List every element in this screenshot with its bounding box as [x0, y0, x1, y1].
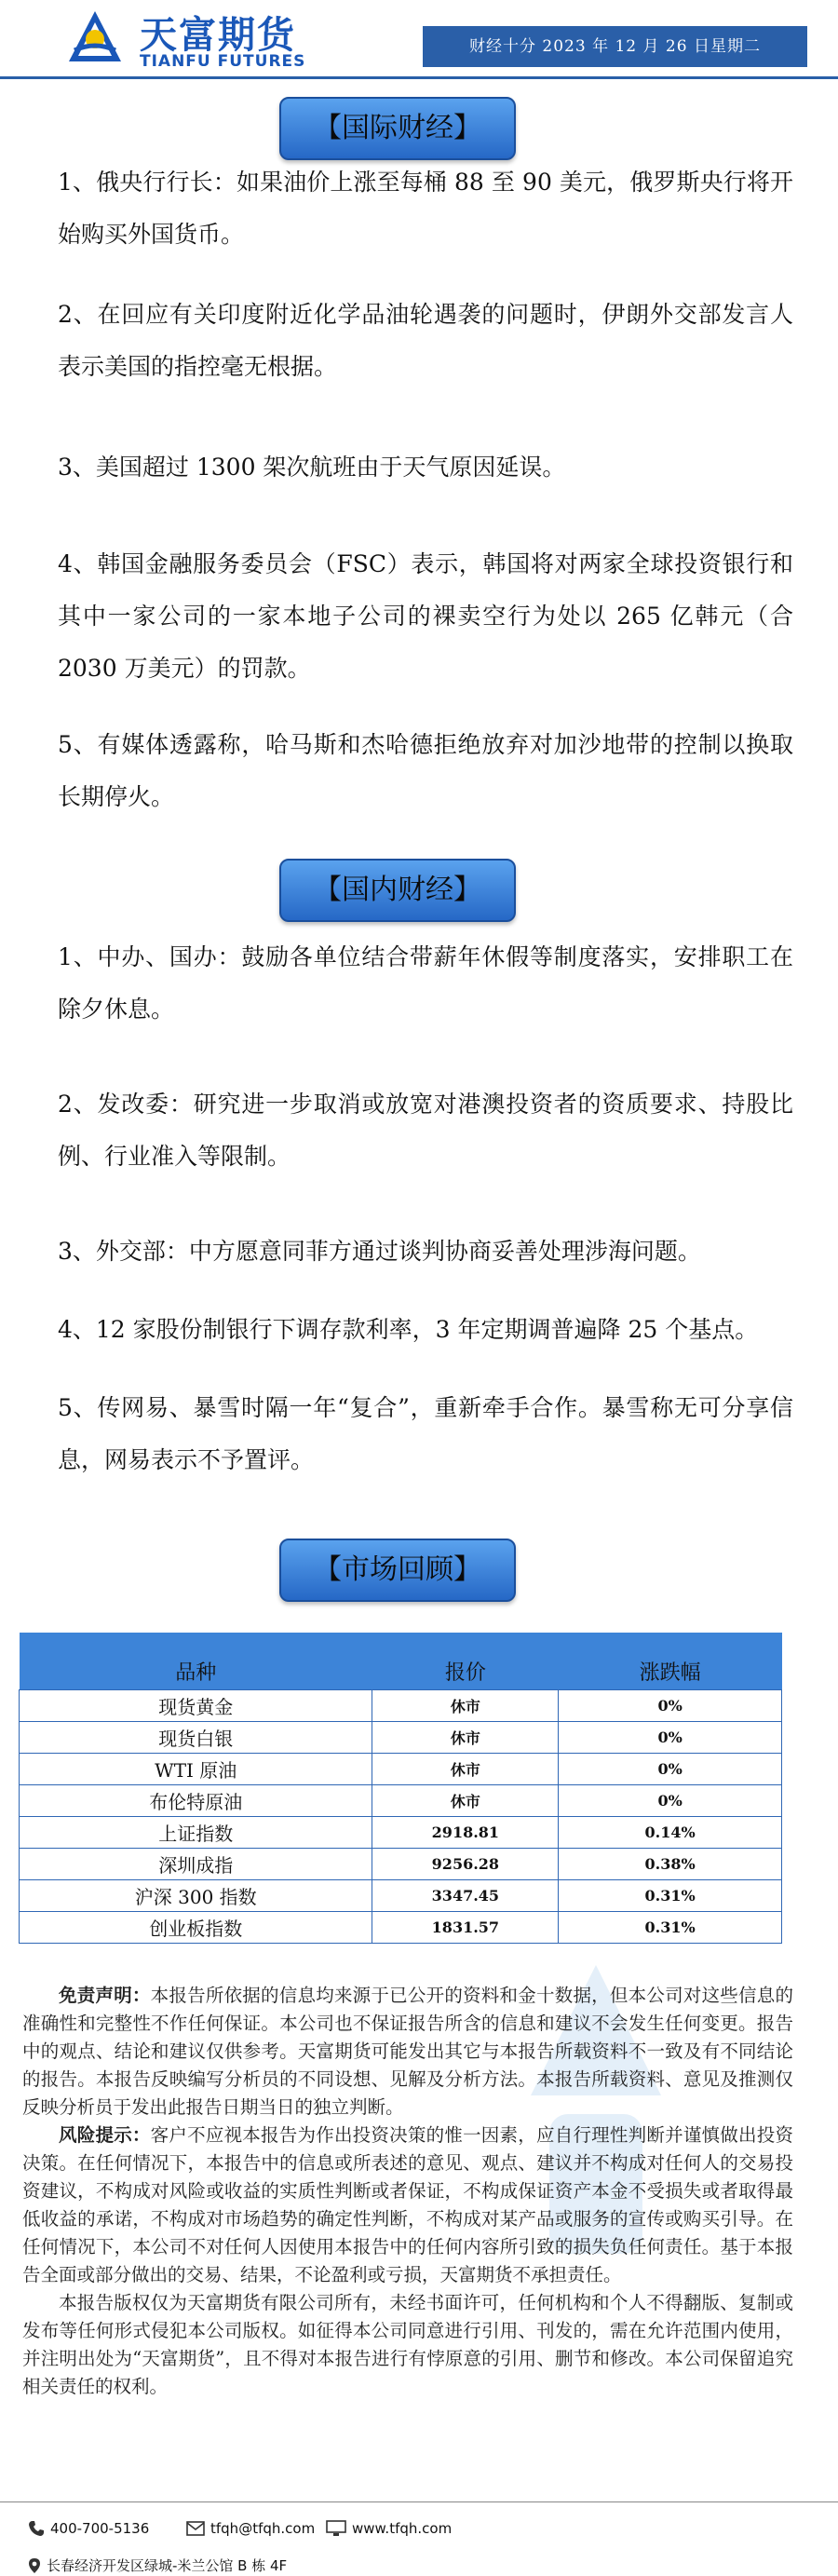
- price-cell: 9256.28: [372, 1849, 559, 1880]
- table-row: [20, 1880, 782, 1912]
- disclaimer-paragraph: [22, 1982, 793, 2122]
- change-cell: 0%: [559, 1754, 782, 1785]
- footer-email: [186, 2520, 315, 2537]
- domestic-news-item-1: 1、中办、国办：鼓励各单位结合带薪年休假等制度落实，安排职工在除夕休息。: [58, 943, 793, 1023]
- price-cell: 3347.45: [372, 1880, 559, 1912]
- instrument-cell: 现货白银: [20, 1722, 372, 1754]
- intl-news-item-1: 1、俄央行行长：如果油价上涨至每桶 88 至 90 美元，俄罗斯央行将开始购买外国货币。: [58, 169, 793, 248]
- copyright-paragraph: [22, 2289, 793, 2401]
- section-title-market: 【市场回顾】: [279, 1539, 516, 1602]
- table-row: [20, 1849, 782, 1880]
- risk-warning-label: 风险提示：: [59, 2124, 151, 2146]
- table-header-row: [20, 1633, 782, 1690]
- change-cell: 0%: [559, 1785, 782, 1817]
- change-cell: 0.14%: [559, 1817, 782, 1849]
- market-review-table-wrap: [19, 1633, 782, 1944]
- intl-news-item-3: 3、美国超过 1300 架次航班由于天气原因延误。: [58, 454, 566, 481]
- domestic-news-item-2: 2、发改委：研究进一步取消或放宽对港澳投资者的资质要求、持股比例、行业准入等限制。: [58, 1091, 793, 1170]
- section-title-international: 【国际财经】: [279, 97, 516, 160]
- table-row: [20, 1690, 782, 1722]
- brand-name-cn: 天富期货: [140, 14, 296, 57]
- page-header: [0, 0, 838, 82]
- instrument-cell: 深圳成指: [20, 1849, 372, 1880]
- risk-warning-text: 客户不应视本报告为作出投资决策的惟一因素，应自行理性判断并谨慎做出投资决策。在任何情况下，本报告中的信息或所表述的意见、观点、建议并不构成对任何人的交易投资建议，不构成对风险或收益的实质性判断或者保证，不构成保证资产本金不受损失或者取得最低收益的承诺，不构成对市场趋势的确定性判断，不构成对某产品或服务的宣传或购买引导。在任何情况下，本公司不对任何人因使用本报告中的任何内容所引致的损失负任何责任。基于本报告全面或部分做出的交易、结果，不论盈利或亏损，天富期货不承担责任。: [22, 2124, 793, 2285]
- disclaimer-block: [22, 1982, 793, 2401]
- tianfu-logo-icon: [67, 9, 123, 65]
- change-cell: 0.31%: [559, 1880, 782, 1912]
- issue-date-banner: 财经十分 2023 年 12 月 26 日星期二: [423, 26, 807, 67]
- instrument-cell: 上证指数: [20, 1817, 372, 1849]
- footer-divider: [0, 2501, 838, 2502]
- price-cell: 1831.57: [372, 1912, 559, 1944]
- price-cell: 2918.81: [372, 1817, 559, 1849]
- domestic-news-item-5: 5、传网易、暴雪时隔一年“复合”，重新牵手合作。暴雪称无可分享信息，网易表示不予置评。: [58, 1394, 793, 1473]
- footer-website: [326, 2520, 452, 2537]
- instrument-cell: 布伦特原油: [20, 1785, 372, 1817]
- section-title-domestic: 【国内财经】: [279, 859, 516, 922]
- footer-phone: [28, 2520, 149, 2537]
- domestic-news-item-3: 3、外交部：中方愿意同菲方通过谈判协商妥善处理涉海问题。: [58, 1238, 701, 1265]
- column-header-instrument: 品种: [20, 1633, 372, 1690]
- intl-news-item-2: 2、在回应有关印度附近化学品油轮遇袭的问题时，伊朗外交部发言人表示美国的指控毫无根据。: [58, 301, 793, 380]
- change-cell: 0.31%: [559, 1912, 782, 1944]
- change-cell: 0%: [559, 1690, 782, 1722]
- instrument-cell: 创业板指数: [20, 1912, 372, 1944]
- phone-icon: [28, 2520, 45, 2537]
- domestic-news-item-4: 4、12 家股份制银行下调存款利率，3 年定期调普遍降 25 个基点。: [58, 1316, 759, 1343]
- footer-address: [28, 2556, 287, 2575]
- email-address[interactable]: tfqh@tfqh.com: [210, 2520, 316, 2537]
- market-review-table: [19, 1633, 782, 1944]
- phone-number: 400-700-5136: [50, 2520, 150, 2537]
- header-divider: [0, 76, 838, 79]
- table-row: [20, 1912, 782, 1944]
- email-icon: [186, 2521, 205, 2536]
- column-header-price: 报价: [372, 1633, 559, 1690]
- location-pin-icon: [28, 2557, 41, 2574]
- price-cell: 休市: [372, 1722, 559, 1754]
- table-row: [20, 1785, 782, 1817]
- column-header-change: 涨跌幅: [559, 1633, 782, 1690]
- website-link[interactable]: www.tfqh.com: [352, 2520, 453, 2537]
- monitor-icon: [326, 2520, 346, 2537]
- instrument-cell: 沪深 300 指数: [20, 1880, 372, 1912]
- price-cell: 休市: [372, 1785, 559, 1817]
- intl-news-item-4: 4、韩国金融服务委员会（FSC）表示，韩国将对两家全球投资银行和其中一家公司的一家本地子公司的裸卖空行为处以 265 亿韩元（合 2030 万美元）的罚款。: [58, 550, 793, 682]
- risk-warning-paragraph: [22, 2122, 793, 2289]
- brand-name-en: TIANFU FUTURES: [140, 52, 306, 71]
- price-cell: 休市: [372, 1690, 559, 1722]
- copyright-text: 本报告版权仅为天富期货有限公司所有，未经书面许可，任何机构和个人不得翻版、复制或发布等任何形式侵犯本公司版权。如征得本公司同意进行引用、刊发的，需在允许范围内使用，并注明出处为“天富期货”，且不得对本报告进行有悖原意的引用、删节和修改。本公司保留追究相关责任的权利。: [22, 2292, 793, 2397]
- address-text: 长春经济开发区绿城-米兰公馆 B 栋 4F: [47, 2557, 288, 2574]
- intl-news-item-5: 5、有媒体透露称，哈马斯和杰哈德拒绝放弃对加沙地带的控制以换取长期停火。: [58, 731, 793, 810]
- table-row: [20, 1817, 782, 1849]
- instrument-cell: WTI 原油: [20, 1754, 372, 1785]
- price-cell: 休市: [372, 1754, 559, 1785]
- table-row: [20, 1722, 782, 1754]
- table-row: [20, 1754, 782, 1785]
- instrument-cell: 现货黄金: [20, 1690, 372, 1722]
- change-cell: 0%: [559, 1722, 782, 1754]
- disclaimer-label: 免责声明：: [59, 1985, 151, 2006]
- disclaimer-text: 本报告所依据的信息均来源于已公开的资料和金十数据，但本公司对这些信息的准确性和完整性不作任何保证。本公司也不保证报告所含的信息和建议不会发生任何变更。报告中的观点、结论和建议仅供参考。天富期货可能发出其它与本报告所载资料不一致及有不同结论的报告。本报告反映编写分析员的不同设想、见解及分析方法。本报告所载资料、意见及推测仅反映分析员于发出此报告日期当日的独立判断。: [22, 1985, 793, 2118]
- change-cell: 0.38%: [559, 1849, 782, 1880]
